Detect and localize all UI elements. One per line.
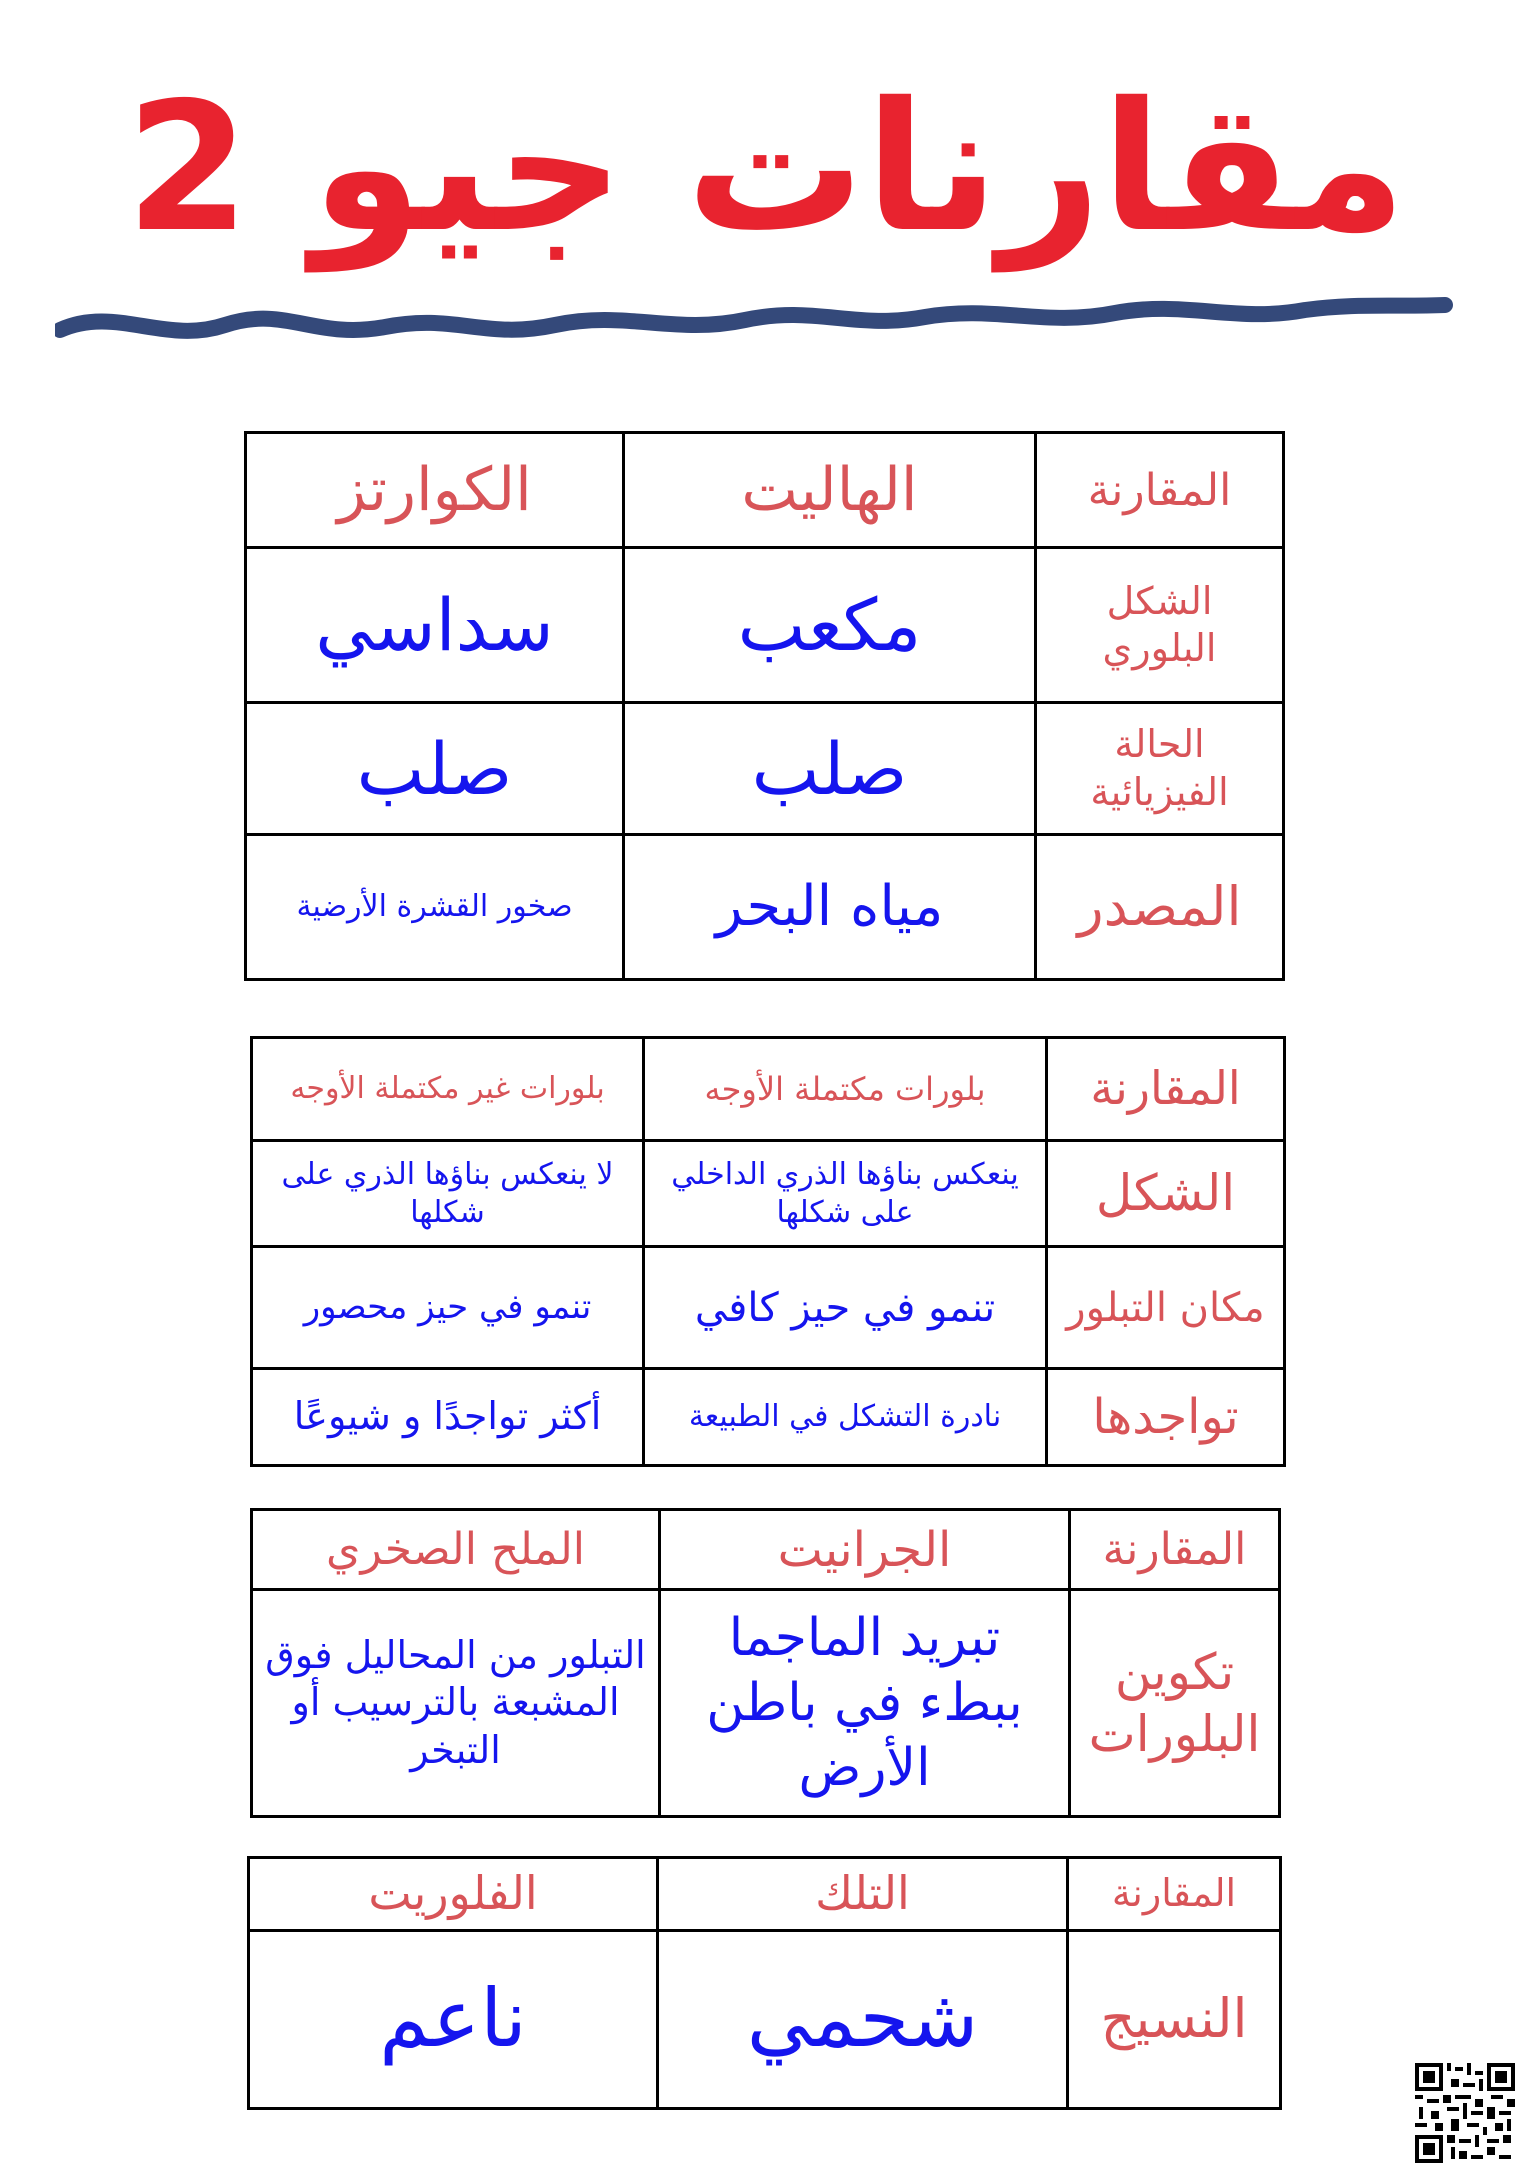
value-cell: سداسي — [246, 548, 624, 703]
header-cell: الملح الصخري — [252, 1510, 660, 1590]
row-label: الشكل البلوري — [1036, 548, 1284, 703]
table-row — [246, 548, 1284, 703]
crystal-faces-table — [250, 1036, 1286, 1467]
talc-fluorite-table — [247, 1856, 1282, 2110]
value-cell: شحمي — [658, 1930, 1068, 2108]
value-cell: تبريد الماجما ببطء في باطن الأرض — [660, 1590, 1070, 1817]
header-cell: بلورات غير مكتملة الأوجه — [252, 1038, 644, 1141]
table-header-row — [252, 1038, 1285, 1141]
header-cell: التلك — [658, 1858, 1068, 1931]
value-cell: ينعكس بناؤها الذري الداخلي على شكلها — [644, 1141, 1047, 1247]
table-row — [252, 1590, 1280, 1817]
row-label: المصدر — [1036, 835, 1284, 980]
header-cell: المقارنة — [1068, 1858, 1281, 1931]
row-label: النسيج — [1068, 1930, 1281, 2108]
header-cell: المقارنة — [1070, 1510, 1280, 1590]
header-cell: الفلوريت — [249, 1858, 658, 1931]
value-cell: ناعم — [249, 1930, 658, 2108]
table-row — [249, 1930, 1281, 2108]
value-cell: صخور القشرة الأرضية — [246, 835, 624, 980]
row-label: مكان التبلور — [1047, 1247, 1285, 1369]
value-cell: لا ينعكس بناؤها الذري على شكلها — [252, 1141, 644, 1247]
header-cell: الهاليت — [624, 433, 1036, 548]
qr-code-icon — [1415, 2063, 1515, 2163]
header-cell: الجرانيت — [660, 1510, 1070, 1590]
row-label: تكوين البلورات — [1070, 1590, 1280, 1817]
value-cell: أكثر تواجدًا و شيوعًا — [252, 1369, 644, 1466]
page-title: مقارنات جيو 2 — [125, 64, 1407, 271]
table-row — [252, 1369, 1285, 1466]
halite-quartz-table — [244, 431, 1285, 981]
value-cell: صلب — [624, 703, 1036, 835]
value-cell: صلب — [246, 703, 624, 835]
table-header-row — [252, 1510, 1280, 1590]
value-cell: تنمو في حيز محصور — [252, 1247, 644, 1369]
header-cell: المقارنة — [1047, 1038, 1285, 1141]
value-cell: مياه البحر — [624, 835, 1036, 980]
row-label: تواجدها — [1047, 1369, 1285, 1466]
table-row — [246, 703, 1284, 835]
table-row — [246, 835, 1284, 980]
granite-rocksalt-table — [250, 1508, 1281, 1818]
value-cell: التبلور من المحاليل فوق المشبعة بالترسيب أو التبخر — [252, 1590, 660, 1817]
header-cell: المقارنة — [1036, 433, 1284, 548]
row-label: الشكل — [1047, 1141, 1285, 1247]
header-cell: الكوارتز — [246, 433, 624, 548]
header-cell: بلورات مكتملة الأوجه — [644, 1038, 1047, 1141]
row-label: الحالة الفيزيائية — [1036, 703, 1284, 835]
table-row — [252, 1141, 1285, 1247]
title-underline — [55, 285, 1455, 355]
table-row — [252, 1247, 1285, 1369]
table-header-row — [246, 433, 1284, 548]
table-header-row — [249, 1858, 1281, 1931]
value-cell: نادرة التشكل في الطبيعة — [644, 1369, 1047, 1466]
value-cell: مكعب — [624, 548, 1036, 703]
value-cell: تنمو في حيز كافي — [644, 1247, 1047, 1369]
